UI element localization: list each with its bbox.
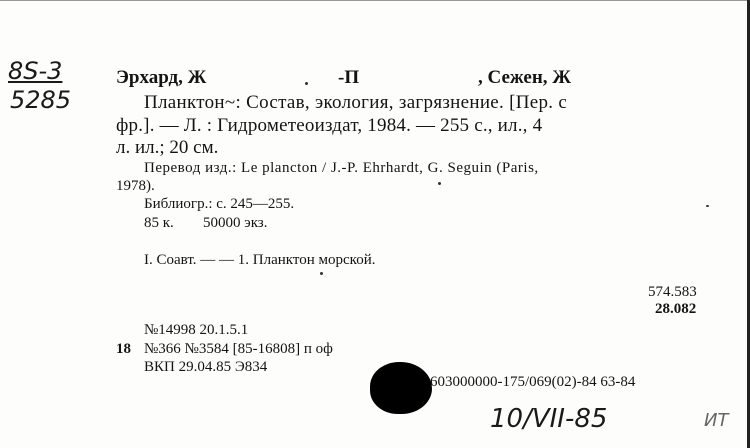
bibliography-note: Библиогр.: с. 245—255. — [144, 196, 295, 212]
handwritten-date: 10/VII-85 — [490, 404, 608, 434]
translation-note-2: 1978). — [116, 178, 155, 194]
coauthor-second: , Сежен, Ж — [478, 67, 572, 88]
title-line-2: фр.]. — Л. : Гидрометеоиздат, 1984. — 255 с., ил., 4 — [116, 115, 543, 136]
vkp-line: ВКП 29.04.85 Э834 — [144, 359, 268, 375]
speck — [438, 182, 441, 185]
author-heading: Эрхард, Ж — [116, 67, 207, 88]
corner-mark: ИТ — [704, 410, 729, 431]
title-line-1: Планктон~: Состав, экология, загрязнение. [Пер. с — [144, 92, 568, 113]
bbk-index: 28.082 — [655, 301, 697, 317]
speck — [305, 82, 308, 85]
speck — [320, 272, 323, 275]
record-number: №14998 20.1.5.1 — [144, 322, 249, 338]
coauthor-part: -П — [338, 67, 360, 88]
isbn-line: 603000000-175/069(02)-84 63-84 — [430, 374, 636, 390]
call-number-bottom: 5285 — [10, 86, 72, 114]
speck — [706, 205, 709, 207]
translation-note-1: Перевод изд.: Le plancton / J.-P. Ehrhardt, G. Seguin (Paris, — [144, 160, 539, 176]
title-line-3: л. ил.; 20 см. — [116, 137, 219, 158]
ink-blot — [370, 362, 432, 414]
print-run: 50000 экз. — [203, 215, 268, 231]
call-number-top: 8S-3 — [8, 57, 63, 85]
record-line-prefix: 18 — [116, 341, 131, 357]
tracings: I. Соавт. — — 1. Планктон морской. — [144, 252, 376, 268]
udc-index: 574.583 — [648, 284, 697, 300]
card-top-edge — [0, 0, 750, 1]
price: 85 к. — [144, 215, 174, 231]
record-codes: №366 №3584 [85-16808] п оф — [144, 341, 333, 357]
